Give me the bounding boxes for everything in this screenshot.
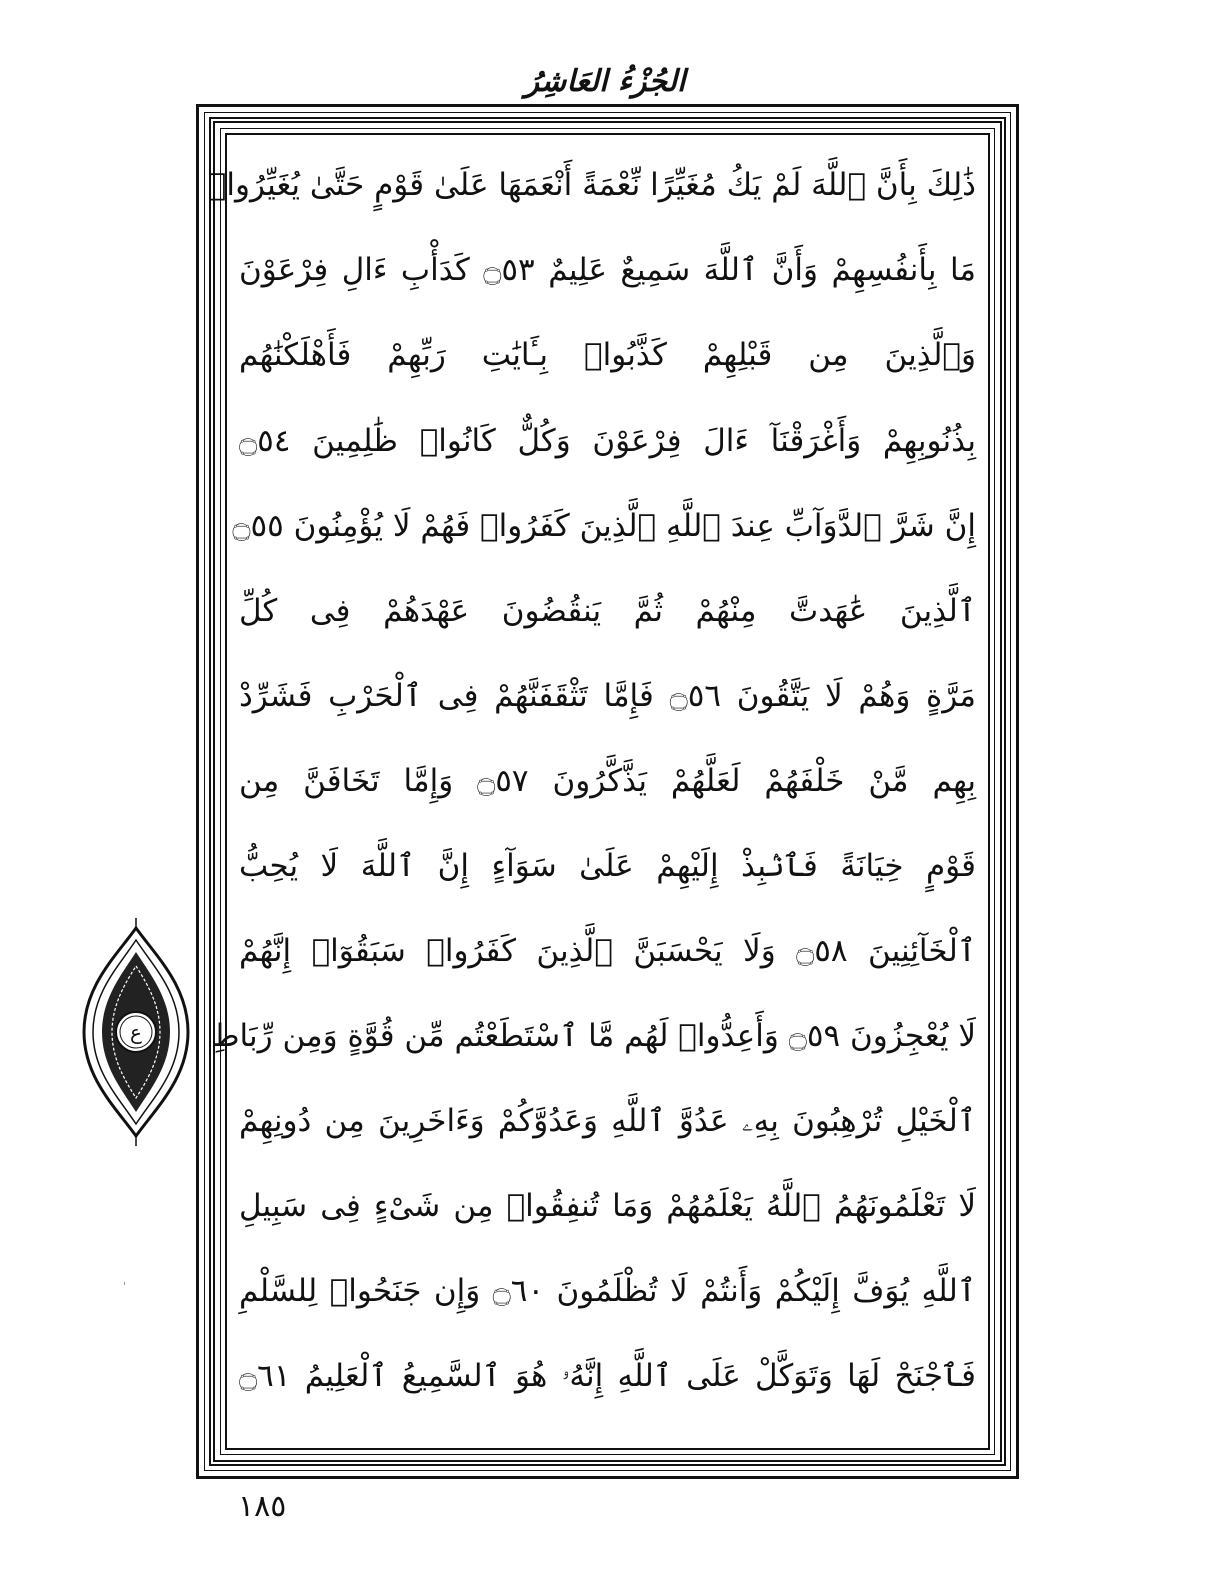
text-line-6: ٱلَّذِينَ عَٰهَدتَّ مِنْهُمْ ثُمَّ يَنقُضُونَ عَهْدَهُمْ فِى كُلِّ [239, 593, 976, 629]
text-line-13: لَا تَعْلَمُونَهُمُ ٱللَّهُ يَعْلَمُهُمْ وَمَا تُنفِقُوا۟ مِن شَىْءٍ فِى سَبِيلِ [239, 1188, 976, 1224]
text-line-8: بِهِم مَّنْ خَلْفَهُمْ لَعَلَّهُمْ يَذَّكَّرُونَ ۝٥٧ وَإِمَّا تَخَافَنَّ مِن [239, 763, 976, 799]
page-number: ١٨٥ [238, 1489, 287, 1524]
hizb-ornament [80, 916, 192, 1148]
margin-tick-mark [124, 1282, 125, 1285]
text-line-14: ٱللَّهِ يُوَفَّ إِلَيْكُمْ وَأَنتُمْ لَا تُظْلَمُونَ ۝٦٠ وَإِن جَنَحُوا۟ لِلسَّلْمِ [239, 1273, 976, 1309]
text-line-4: بِذُنُوبِهِمْ وَأَغْرَقْنَآ ءَالَ فِرْعَوْنَ وَكُلٌّ كَانُوا۟ ظَٰلِمِينَ ۝٥٤ [239, 423, 976, 459]
text-line-5: إِنَّ شَرَّ ٱلدَّوَآبِّ عِندَ ٱللَّهِ ٱلَّذِينَ كَفَرُوا۟ فَهُمْ لَا يُؤْمِنُونَ ۝٥٥ [232, 508, 976, 544]
page-frame [196, 104, 1019, 1479]
text-line-10: ٱلْخَآئِنِينَ ۝٥٨ وَلَا يَحْسَبَنَّ ٱلَّذِينَ كَفَرُوا۟ سَبَقُوٓا۟ إِنَّهُمْ [239, 933, 976, 969]
text-line-3: وَٱلَّذِينَ مِن قَبْلِهِمْ كَذَّبُوا۟ بِـَٔايَٰتِ رَبِّهِمْ فَأَهْلَكْنَٰهُم [239, 337, 976, 373]
text-line-12: ٱلْخَيْلِ تُرْهِبُونَ بِهِۦ عَدُوَّ ٱللَّهِ وَعَدُوَّكُمْ وَءَاخَرِينَ مِن دُونِهِمْ [239, 1103, 976, 1139]
text-line-11: لَا يُعْجِزُونَ ۝٥٩ وَأَعِدُّوا۟ لَهُم مَّا ٱسْتَطَعْتُم مِّن قُوَّةٍ وَمِن رِّبَاطِ [210, 1018, 976, 1054]
text-line-2: مَا بِأَنفُسِهِمْ وَأَنَّ ٱللَّهَ سَمِيعٌ عَلِيمٌ ۝٥٣ كَدَأْبِ ءَالِ فِرْعَوْنَ [239, 252, 977, 288]
text-line-15: فَٱجْنَحْ لَهَا وَتَوَكَّلْ عَلَى ٱللَّهِ إِنَّهُۥ هُوَ ٱلسَّمِيعُ ٱلْعَلِيمُ ۝٦١ [239, 1358, 976, 1394]
hizb-marker-text: ع [130, 1020, 142, 1044]
quran-text-block [207, 147, 977, 1436]
juz-title: الجُزْءُ العَاشِرُ [524, 64, 686, 99]
text-line-1: ذَٰلِكَ بِأَنَّ ٱللَّهَ لَمْ يَكُ مُغَيِّرًا نِّعْمَةً أَنْعَمَهَا عَلَىٰ قَوْمٍ حَتَّىٰ يُغَيِّرُوا۟ [207, 167, 976, 203]
text-line-7: مَرَّةٍ وَهُمْ لَا يَتَّقُونَ ۝٥٦ فَإِمَّا تَثْقَفَنَّهُمْ فِى ٱلْحَرْبِ فَشَرِّدْ [239, 678, 976, 714]
text-line-9: قَوْمٍ خِيَانَةً فَٱنۢبِذْ إِلَيْهِمْ عَلَىٰ سَوَآءٍ إِنَّ ٱللَّهَ لَا يُحِبُّ [239, 848, 976, 884]
